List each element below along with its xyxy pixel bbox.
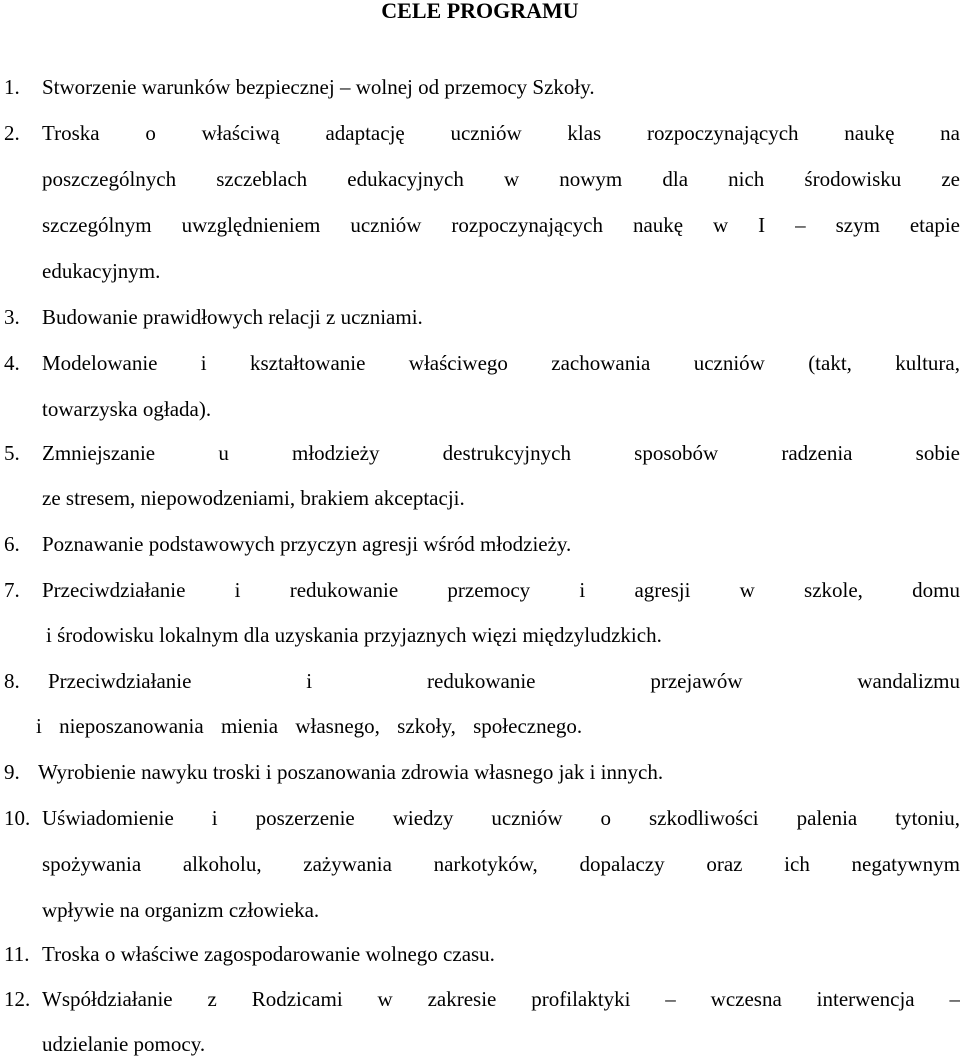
item-number: 10. [4,806,31,830]
item-number: 4. [4,351,20,375]
item-text-line: Stworzenie warunków bezpiecznej – wolnej od przemocy Szkoły. [42,75,595,99]
item-text-line: wpływie na organizm człowieka. [42,898,320,922]
item-number: 3. [4,305,20,329]
item-text-line: Modelowanie i kształtowanie właściwego zachowania uczniów (takt, kultura, [42,351,960,375]
item-text-line: spożywania alkoholu, zażywania narkotyków, dopalaczy oraz ich negatywnym [42,852,960,876]
item-text-line: towarzyska ogłada). [42,397,212,421]
item-text-line: Budowanie prawidłowych relacji z uczniami. [42,305,423,329]
item-number: 5. [4,441,20,465]
item-text-line: Troska o właściwą adaptację uczniów klas rozpoczynających naukę na [42,121,960,145]
item-text-line: Poznawanie podstawowych przyczyn agresji wśród młodzieży. [42,532,572,556]
item-text-line: szczególnym uwzględnieniem uczniów rozpoczynających naukę w I – szym etapie [42,213,960,237]
item-text-line: Współdziałanie z Rodzicami w zakresie profilaktyki – wczesna interwencja – [42,987,960,1011]
item-text-line: Przeciwdziałanie i redukowanie przejawów wandalizmu [48,669,960,693]
item-number: 1. [4,75,20,99]
item-number: 9. [4,760,20,784]
item-text-line: Wyrobienie nawyku troski i poszanowania zdrowia własnego jak i innych. [38,760,664,784]
item-text-line: Zmniejszanie u młodzieży destrukcyjnych sposobów radzenia sobie [42,441,960,465]
item-number: 11. [4,942,30,966]
item-text-line: udzielanie pomocy. [42,1032,206,1056]
item-number: 2. [4,121,20,145]
item-text-line: i nieposzanowania mienia własnego, szkoły, społecznego. [36,714,583,738]
item-number: 7. [4,578,20,602]
item-text-line: i środowisku lokalnym dla uzyskania przyjaznych więzi międzyludzkich. [46,623,662,647]
item-number: 12. [4,987,31,1011]
item-text-line: Troska o właściwe zagospodarowanie wolnego czasu. [42,942,495,966]
item-text-line: ze stresem, niepowodzeniami, brakiem akceptacji. [42,486,465,510]
item-text-line: edukacyjnym. [42,259,161,283]
item-number: 6. [4,532,20,556]
item-text-line: poszczególnych szczeblach edukacyjnych w nowym dla nich środowisku ze [42,167,960,191]
item-number: 8. [4,669,20,693]
page-title: CELE PROGRAMU [381,0,579,23]
item-text-line: Uświadomienie i poszerzenie wiedzy uczniów o szkodliwości palenia tytoniu, [42,806,960,830]
item-text-line: Przeciwdziałanie i redukowanie przemocy i agresji w szkole, domu [42,578,960,602]
